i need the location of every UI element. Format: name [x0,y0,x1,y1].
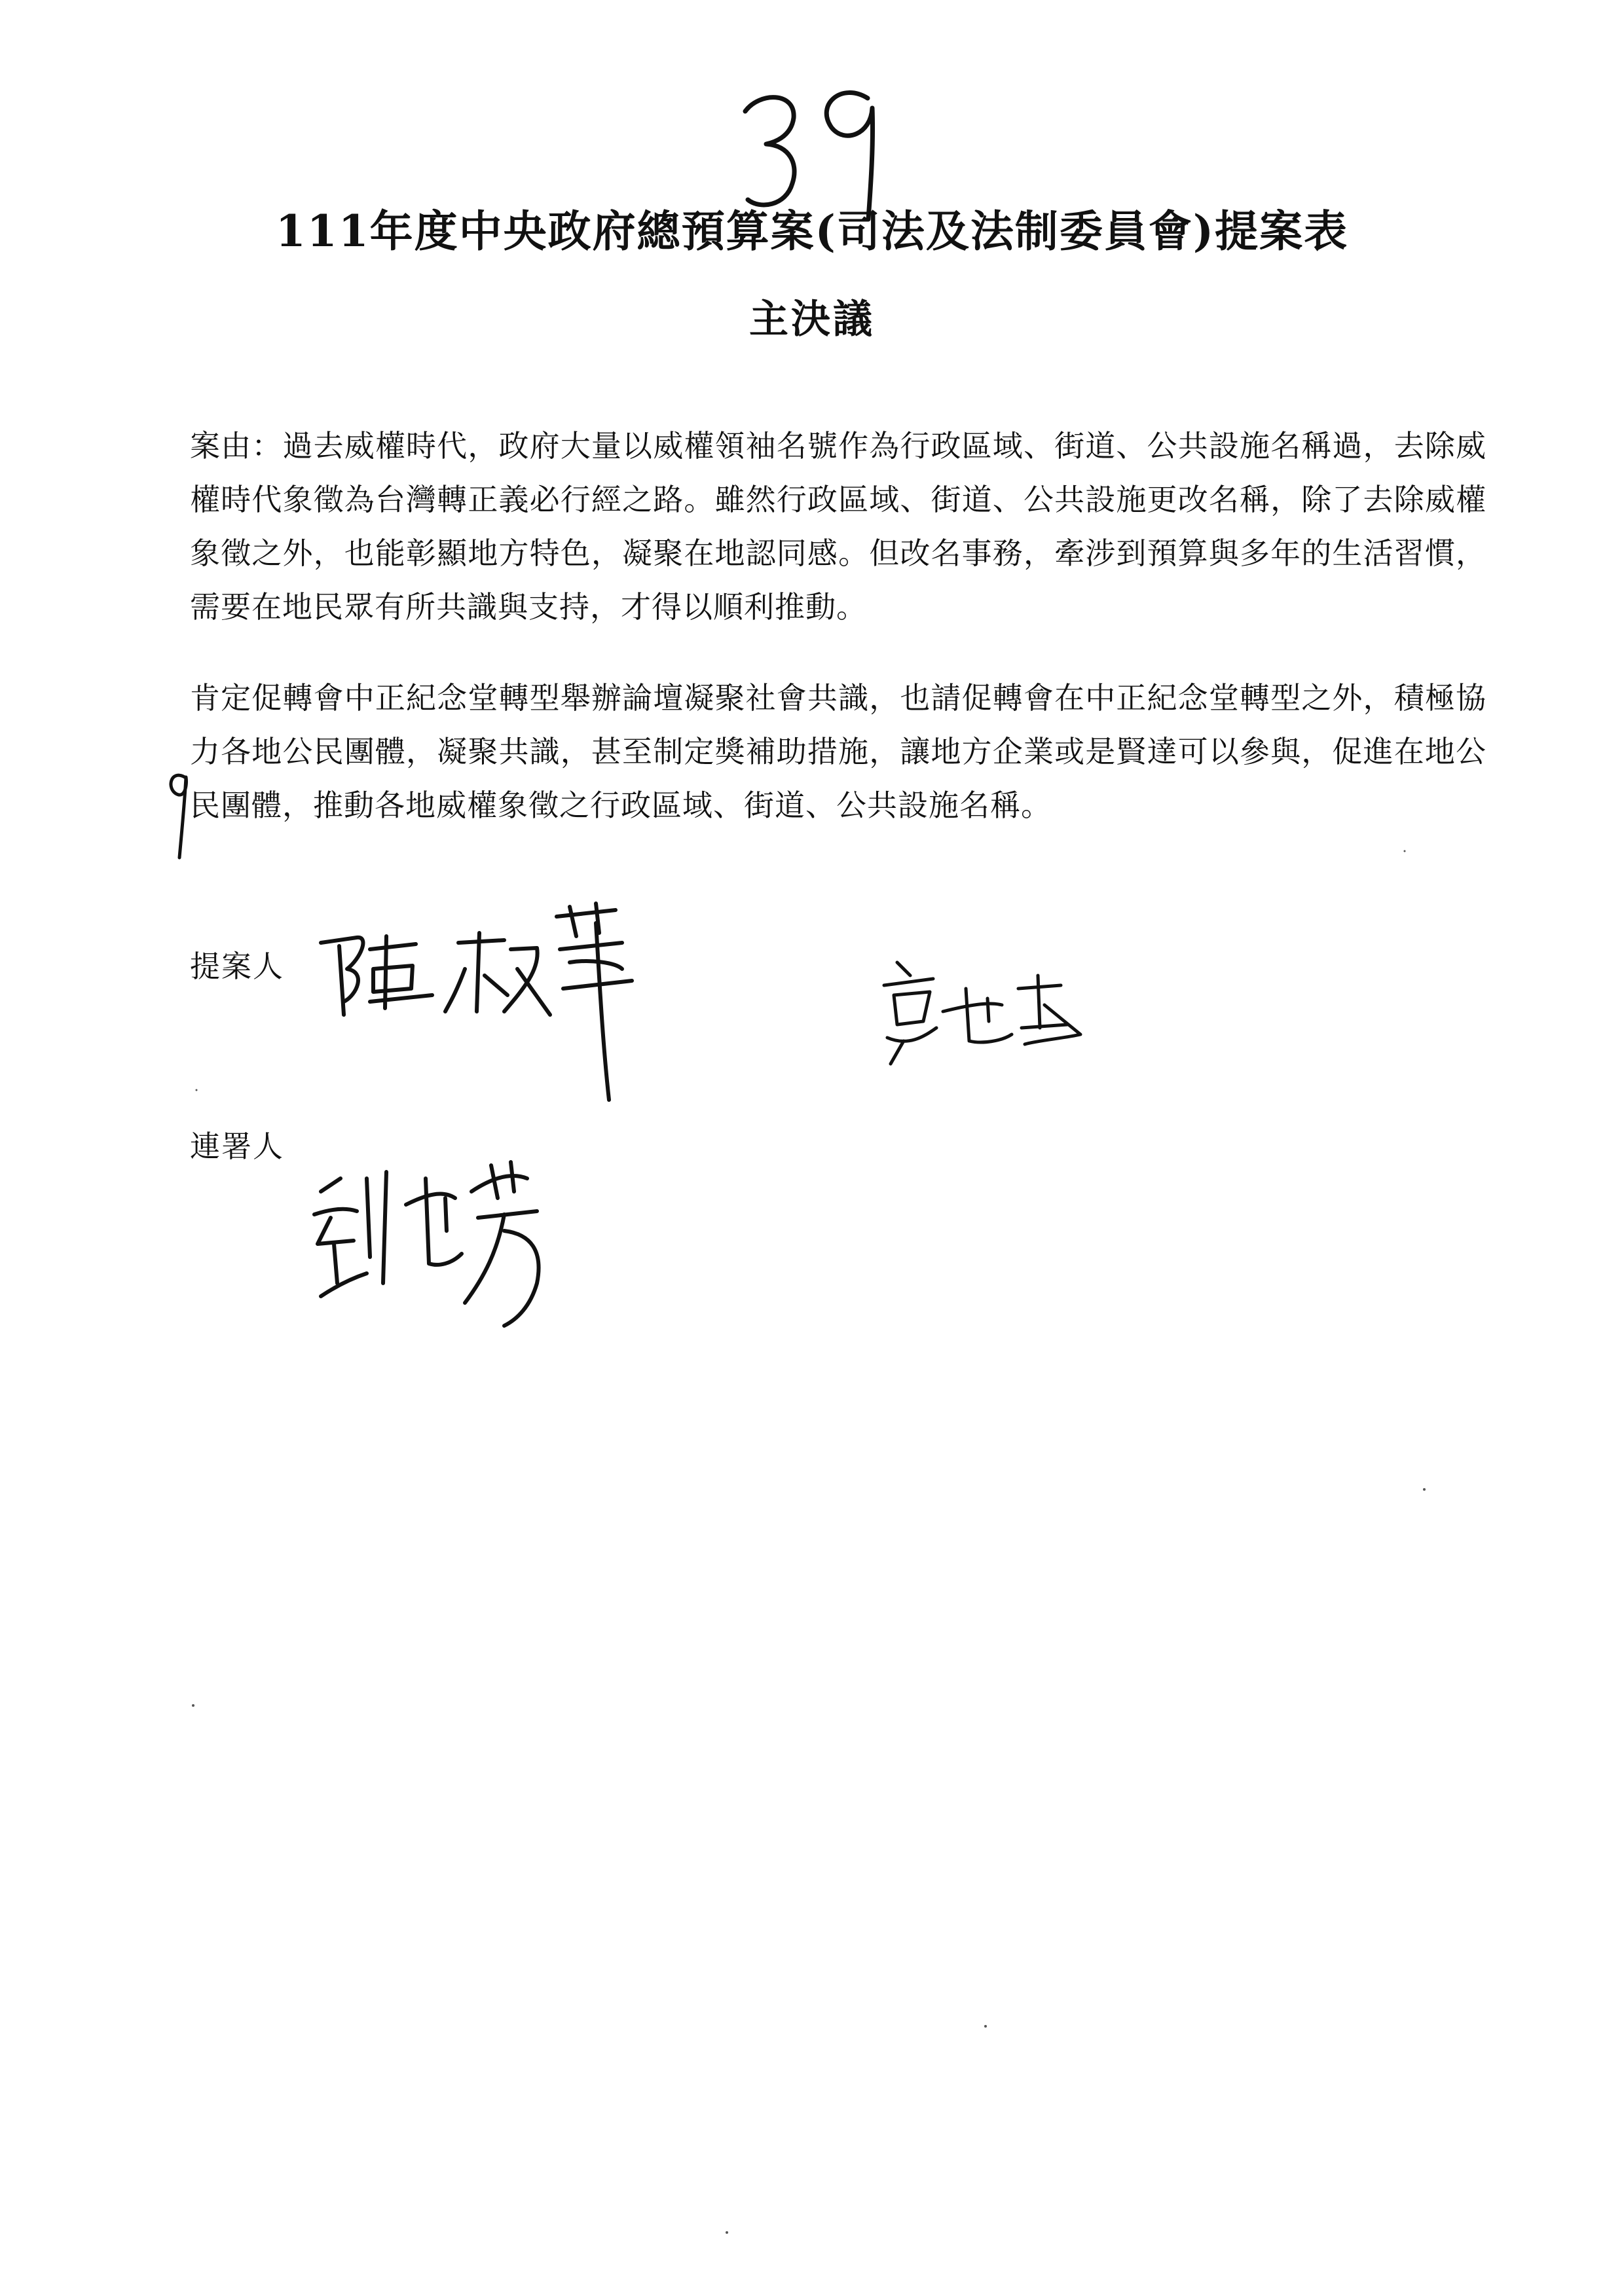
document-subtitle: 主決議 [749,297,875,342]
proposer-label: 提案人 [190,949,284,984]
document-title: 111年度中央政府總預算案(司法及法制委員會)提案表 [275,206,1349,257]
reason-paragraph: 案由：過去威權時代，政府大量以威權領袖名號作為行政區域、街道、公共設施名稱過，去除威權時代象徵為台灣轉正義必行經之路。雖然行政區域、街道、公共設施更改名稱，除了去除威權象徵之外，也能彰顯地方特色，凝聚在地認同感。但改名事務，牽涉到預算與多年的生活習慣，需要在地民眾有所共識與支持，才得以順利推動。 [190,428,1486,625]
resolution-paragraph: 肯定促轉會中正紀念堂轉型舉辦論壇凝聚社會共識，也請促轉會在中正紀念堂轉型之外，積極協力各地公民團體，凝聚共識，甚至制定獎補助措施，讓地方企業或是賢達可以參與，促進在地公民團體，推動各地威權象徵之行政區域、街道、公共設施名稱。 [190,680,1486,823]
cosigner-label: 連署人 [190,1129,284,1164]
